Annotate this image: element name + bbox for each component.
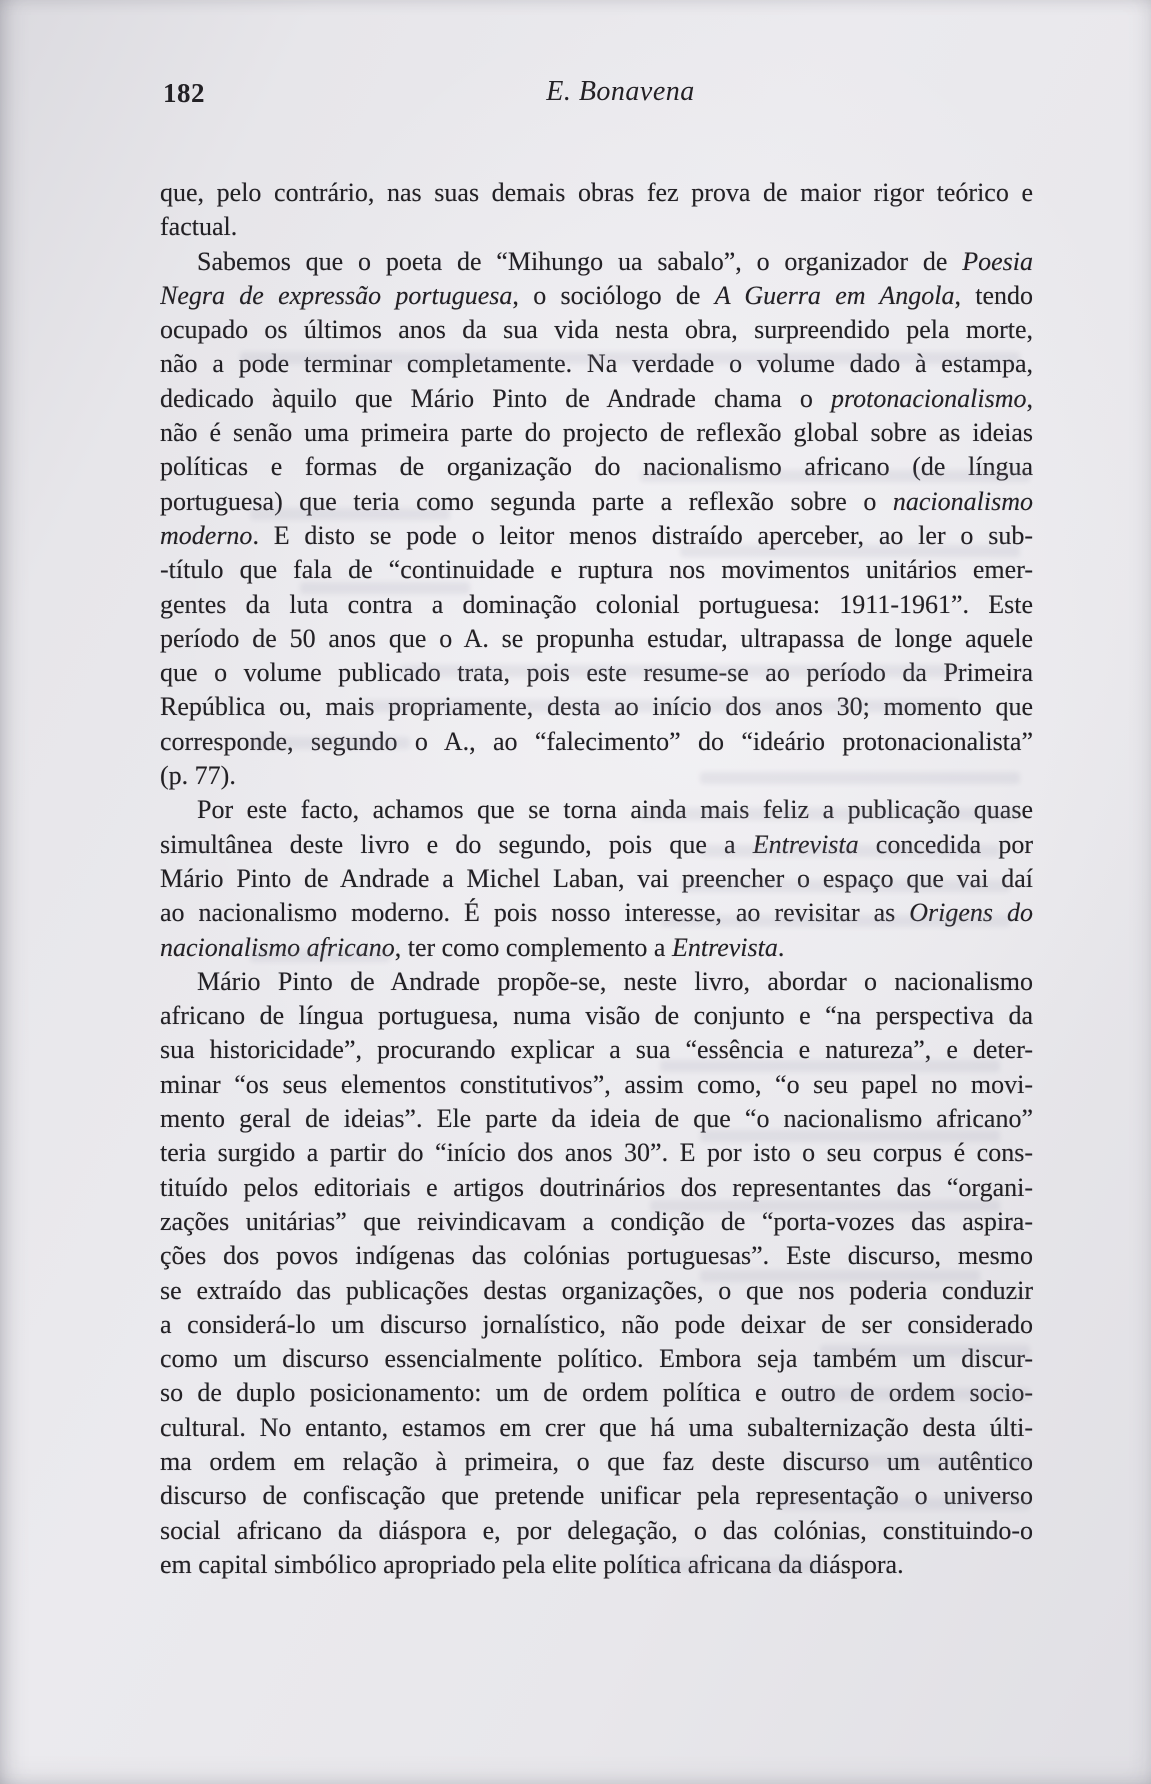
text-line: Negra de expressão portuguesa, o sociólogo de A Guerra em Angola, tendo [160, 280, 1033, 310]
bleedthrough-smudge [250, 737, 410, 749]
text-line: simultânea deste livro e do segundo, pois que a Entrevista concedida por [160, 829, 1033, 859]
text-line: teria surgido a partir do “início dos anos 30”. E por isto o seu corpus é cons- [160, 1138, 1033, 1168]
running-head: E. Bonavena [546, 76, 695, 107]
text-line: não a pode terminar completamente. Na verdade o volume dado à estampa, [160, 349, 1033, 379]
text-line: a considerá-lo um discurso jornalístico, não pode deixar de ser considerado [160, 1309, 1033, 1339]
bleedthrough-smudge [660, 1060, 1000, 1072]
bleedthrough-smudge [680, 880, 1010, 892]
running-head-row [160, 76, 1033, 108]
page-number: 182 [163, 78, 205, 108]
text-line: nacionalismo africano, ter como complemento a Entrevista. [160, 932, 785, 962]
bleedthrough-smudge [640, 808, 1020, 820]
text-line: mento geral de ideias”. Ele parte da ideia de que “o nacionalismo africano” [160, 1104, 1033, 1134]
text-line: como um discurso essencialmente político. Embora seja também um discur- [160, 1344, 1033, 1374]
text-line: moderno. E disto se pode o leitor menos distraído aperceber, ao ler o sub- [160, 520, 1033, 550]
bleedthrough-smudge [640, 1560, 820, 1572]
bleedthrough-smudge [700, 1270, 980, 1282]
bleedthrough-smudge [640, 470, 1030, 482]
text-line: corresponde, segundo o A., ao “falecimento” do “ideário protonacionalista” [160, 726, 1033, 756]
text-line: factual. [160, 212, 238, 242]
text-line: Mário Pinto de Andrade propõe-se, neste livro, abordar o nacionalismo [197, 966, 1033, 996]
text-line: portuguesa) que teria como segunda parte a reflexão sobre o nacionalismo [160, 486, 1033, 516]
text-line: dedicado àquilo que Mário Pinto de Andrade chama o protonacionalismo, [160, 383, 1033, 413]
text-line: que, pelo contrário, nas suas demais obras fez prova de maior rigor teórico e [160, 178, 1033, 207]
text-line: ao nacionalismo moderno. É pois nosso interesse, ao revisitar as Origens do [160, 898, 1033, 928]
bleedthrough-smudge [240, 352, 1020, 364]
bleedthrough-smudge [700, 772, 1020, 784]
text-line: ocupado os últimos anos da sua vida nesta obra, surpreendido pela morte, [160, 315, 1033, 345]
text-line: gentes da luta contra a dominação colonial portuguesa: 1911-1961”. Este [160, 589, 1033, 619]
text-line: se extraído das publicações destas organizações, o que nos poderia conduzir [160, 1275, 1033, 1305]
bleedthrough-smudge [830, 1455, 1030, 1467]
text-line: período de 50 anos que o A. se propunha estudar, ultrapassa de longe aquele [160, 623, 1033, 653]
text-line: República ou, mais propriamente, desta ao início dos anos 30; momento que [160, 692, 1033, 722]
text-line: não é senão uma primeira parte do projecto de reflexão global sobre as ideias [160, 418, 1033, 448]
bleedthrough-smudge [680, 545, 1020, 557]
text-line: ções dos povos indígenas das colónias portuguesas”. Este discurso, mesmo [160, 1241, 1033, 1271]
bleedthrough-smudge [400, 665, 960, 677]
bleedthrough-smudge [650, 1200, 1000, 1212]
text-line: so de duplo posicionamento: um de ordem política e outro de ordem socio- [160, 1378, 1033, 1408]
text-line: Mário Pinto de Andrade a Michel Laban, vai preencher o espaço que vai daí [160, 863, 1033, 893]
text-line: discurso de confiscação que pretende unificar pela representação o universo [160, 1481, 1033, 1511]
text-line: (p. 77). [160, 761, 236, 791]
text-line: que o volume publicado trata, pois este resume-se ao período da Primeira [160, 658, 1033, 688]
bleedthrough-smudge [780, 1498, 1030, 1510]
bleedthrough-smudge [700, 845, 1000, 857]
text-line: minar “os seus elementos constitutivos”, assim como, “o seu papel no movi- [160, 1069, 1033, 1099]
text-line: zações unitárias” que reivindicavam a condição de “porta-vozes das aspira- [160, 1206, 1033, 1236]
text-line: tituído pelos editoriais e artigos doutrinários dos representantes das “organi- [160, 1172, 1033, 1202]
text-line: africano de língua portuguesa, numa visão de conjunto e “na perspectiva da [160, 1001, 1033, 1031]
bleedthrough-smudge [250, 950, 390, 962]
text-line: Sabemos que o poeta de “Mihungo ua sabalo”, o organizador de Poesia [197, 246, 1033, 276]
bleedthrough-smudge [300, 582, 470, 594]
text-line: sua historicidade”, procurando explicar a sua “essência e natureza”, e deter- [160, 1035, 1033, 1065]
bleedthrough-smudge [820, 1345, 1030, 1357]
text-line: social africano da diáspora e, por delegação, o das colónias, constituindo-o [160, 1515, 1033, 1545]
text-line: em capital simbólico apropriado pela elite política africana da diáspora. [160, 1549, 904, 1579]
text-line: ma ordem em relação à primeira, o que faz deste discurso um autêntico [160, 1446, 1033, 1476]
text-line: -título que fala de “continuidade e ruptura nos movimentos unitários emer- [160, 555, 1033, 585]
bleedthrough-smudge [700, 1130, 1000, 1142]
bleedthrough-smudge [790, 1388, 1030, 1400]
text-line: políticas e formas de organização do nacionalismo africano (de língua [160, 452, 1033, 482]
bleedthrough-smudge [660, 915, 1010, 927]
text-line: Por este facto, achamos que se torna ainda mais feliz a publicação quase [197, 795, 1033, 825]
bleedthrough-smudge [360, 700, 960, 712]
bleedthrough-smudge [250, 508, 450, 520]
text-line: cultural. No entanto, estamos em crer que há uma subalternização desta últi- [160, 1412, 1033, 1442]
